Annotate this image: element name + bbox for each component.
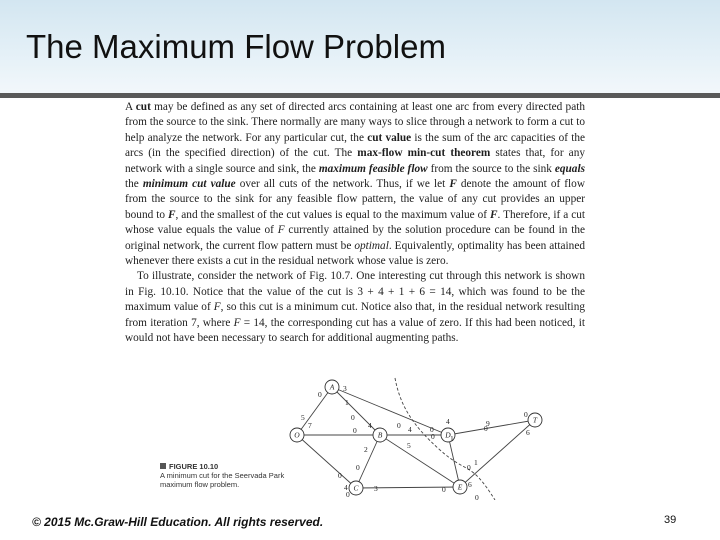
arc-capacity-label: 6 bbox=[526, 428, 530, 437]
arc-capacity-label: 0 bbox=[356, 463, 360, 472]
node-O bbox=[290, 428, 304, 442]
arc-capacity-label: 7 bbox=[308, 421, 312, 430]
arc-D-T bbox=[448, 420, 535, 435]
slide-title: The Maximum Flow Problem bbox=[26, 28, 446, 65]
arc-B-E bbox=[380, 435, 460, 487]
paragraph-cut-definition: A cut may be defined as any set of directed arcs containing at least one arc from every directed path from the source to the sink. There normally are many ways to slice through a network to form a cut to help analyze the network. For any particular cut, the cut value is the sum of the arc capacities of the arcs (in the specified direction) of the cut. The max-flow min-cut theorem states that, for any network with a single source and sink, the maximum feasible flow from the source to the sink equals the minimum cut value over all cuts of the network. Thus, if we let F denote the amount of flow from the source to the sink for any feasible flow pattern, the value of any cut provides an upper bound to F, and the smallest of the cut values is equal to the maximum value of F. Therefore, if a cut whose value equals the value of F currently attained by the solution procedure can be found in the original network, the current flow pattern must be optimal. Equivalently, optimality has been attained whenever there exists a cut in the residual network whose value is zero. bbox=[125, 101, 586, 268]
arc-E-T bbox=[460, 420, 535, 487]
node-label-C: C bbox=[353, 483, 359, 493]
node-label-A: A bbox=[329, 382, 335, 392]
arc-capacity-label: 0 bbox=[442, 485, 446, 494]
figure-caption-label: FIGURE 10.10 bbox=[160, 462, 285, 471]
paragraph-illustration: To illustrate, consider the network of Fig. 10.7. One interesting cut through this network is shown in Fig. 10.10. Notice that the value of the cut is 3 + 4 + 1 + 6 = 14, which was found to be the maximum value of F, so this cut is a minimum cut. Notice also that, in the residual network resulting from iteration 7, where F = 14, the corresponding cut has a value of zero. If this had been noticed, it would not have been necessary to search for additional augmenting paths. bbox=[125, 270, 586, 345]
bold-italic-term: F bbox=[167, 208, 176, 221]
arc-capacity-label: 0 bbox=[484, 424, 488, 433]
node-A bbox=[325, 380, 339, 394]
arc-capacity-label: 3 bbox=[343, 384, 347, 393]
arc-capacity-label: 1 bbox=[450, 434, 454, 443]
italic-term: F bbox=[233, 316, 241, 329]
arc-capacity-label: 0 bbox=[430, 425, 434, 434]
title-divider bbox=[0, 93, 720, 98]
node-T bbox=[528, 413, 542, 427]
arc-O-C bbox=[297, 435, 356, 488]
node-label-T: T bbox=[532, 415, 538, 425]
bold-italic-term: equals bbox=[554, 162, 585, 175]
arc-capacity-label: 0 bbox=[346, 490, 350, 499]
arc-capacity-label: 0 bbox=[524, 410, 528, 419]
node-label-B: B bbox=[377, 430, 383, 440]
node-label-E: E bbox=[457, 482, 463, 492]
node-C bbox=[349, 481, 363, 495]
bold-term: cut bbox=[135, 101, 151, 113]
arc-capacity-label: 5 bbox=[407, 441, 411, 450]
arc-capacity-label: 9 bbox=[486, 419, 490, 428]
node-label-O: O bbox=[294, 430, 300, 440]
arc-capacity-label: 0 bbox=[475, 493, 479, 500]
arc-capacity-label: 0 bbox=[318, 390, 322, 399]
figure-caption-text: A minimum cut for the Seervada Park maximum flow problem. bbox=[160, 471, 285, 489]
bold-term: cut value bbox=[367, 131, 412, 144]
bold-italic-term: maximum feasible flow bbox=[318, 162, 428, 175]
arc-B-C bbox=[356, 435, 380, 488]
bold-term: max-flow min-cut theorem bbox=[357, 147, 491, 160]
italic-term: F bbox=[277, 224, 285, 237]
arc-capacity-label: 4 bbox=[368, 421, 372, 430]
arc-capacity-label: 6 bbox=[468, 480, 472, 489]
arc-capacity-label: 0 bbox=[351, 413, 355, 422]
arc-O-A bbox=[297, 387, 332, 435]
arc-capacity-label: 2 bbox=[364, 445, 368, 454]
arc-capacity-label: 0 bbox=[467, 463, 471, 472]
bold-italic-term: minimum cut value bbox=[142, 178, 236, 191]
arc-capacity-label: 1 bbox=[345, 398, 349, 407]
arc-capacity-label: 0 bbox=[431, 432, 435, 441]
arc-capacity-label: 4 bbox=[408, 425, 412, 434]
arc-capacity-label: 0 bbox=[338, 471, 342, 480]
arc-capacity-label: 1 bbox=[474, 458, 478, 467]
arc-capacity-label: 4 bbox=[344, 483, 348, 492]
page-number: 39 bbox=[664, 514, 677, 526]
node-label-D: D bbox=[445, 430, 451, 440]
bold-italic-term: F bbox=[489, 208, 498, 221]
italic-term: F bbox=[213, 301, 221, 314]
arc-capacity-label: 3 bbox=[374, 484, 378, 493]
arc-capacity-label: 4 bbox=[446, 417, 450, 426]
arc-capacity-label: 5 bbox=[301, 413, 305, 422]
italic-term: optimal bbox=[354, 239, 389, 252]
copyright-footer: © 2015 Mc.Graw-Hill Education. All rights reserved. bbox=[32, 515, 324, 529]
node-E bbox=[453, 480, 467, 494]
arc-capacity-label: 0 bbox=[353, 426, 357, 435]
node-B bbox=[373, 428, 387, 442]
figure-caption bbox=[160, 462, 285, 489]
textbook-excerpt bbox=[125, 100, 585, 372]
bold-italic-term: F bbox=[449, 178, 457, 191]
arc-capacity-label: 0 bbox=[397, 421, 401, 430]
